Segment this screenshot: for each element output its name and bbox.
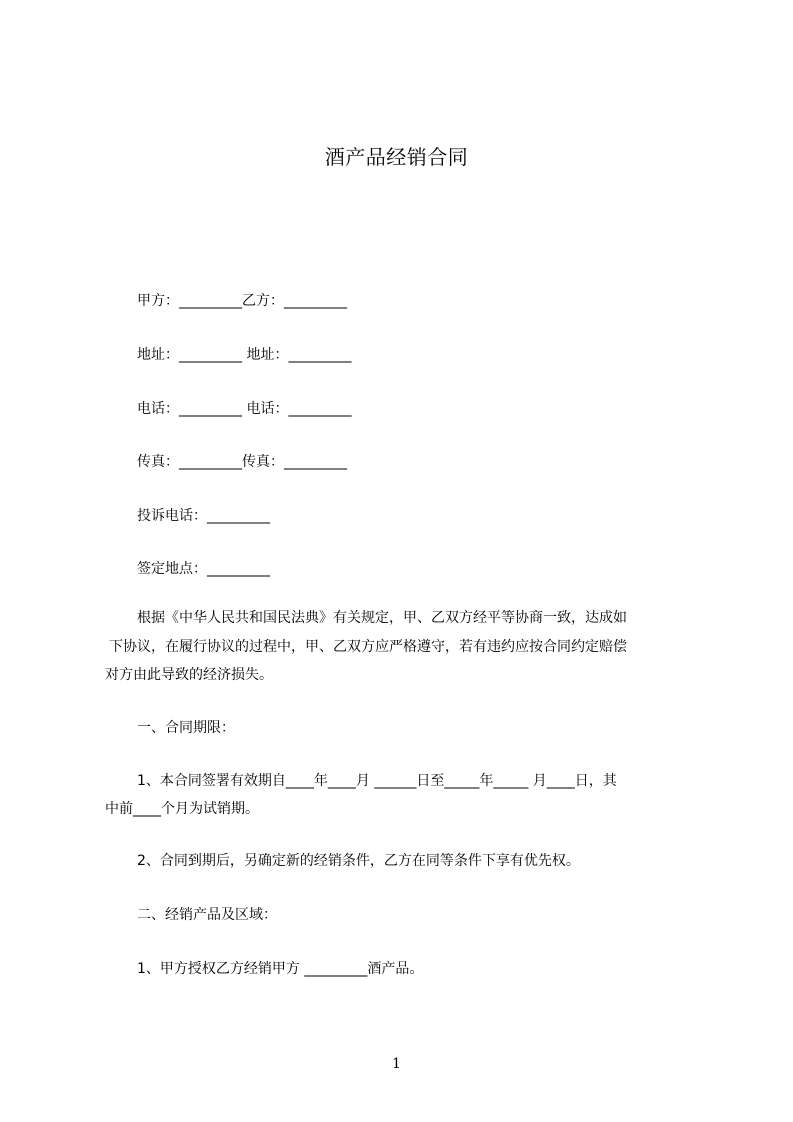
section-1-item-2: 2、合同到期后，另确定新的经销条件，乙方在同等条件下享有优先权。 (137, 853, 580, 869)
phone-line: 电话：_________ 电话：_________ (137, 401, 352, 417)
section-2-item-1: 1、甲方授权乙方经销甲方 _________酒产品。 (137, 961, 424, 977)
fax-line: 传真：_________传真：_________ (137, 454, 347, 470)
section-1-item-1-line-1: 1、本合同签署有效期自____年____月 ______日至_____年_____ 月____日，其 (137, 773, 617, 789)
document-title: 酒产品经销合同 (324, 145, 469, 169)
preamble-line-3: 对方由此导致的经济损失。 (105, 667, 273, 683)
complaint-phone-line: 投诉电话：_________ (137, 508, 270, 524)
page-number: 1 (392, 1056, 401, 1072)
preamble-line-2: 下协议，在履行协议的过程中，甲、乙双方应严格遵守，若有违约应按合同约定赔偿 (109, 639, 627, 655)
preamble-line-1: 根据《中华人民共和国民法典》有关规定，甲、乙双方经平等协商一致，达成如 (137, 610, 627, 626)
sign-place-line: 签定地点：_________ (137, 561, 270, 577)
party-names-line: 甲方：_________乙方：_________ (137, 293, 347, 309)
section-1-item-1-line-2: 中前____个月为试销期。 (105, 801, 259, 817)
address-line: 地址：_________ 地址：_________ (137, 347, 352, 363)
section-2-heading: 二、经销产品及区域： (137, 907, 277, 923)
section-1-heading: 一、合同期限： (137, 720, 235, 736)
